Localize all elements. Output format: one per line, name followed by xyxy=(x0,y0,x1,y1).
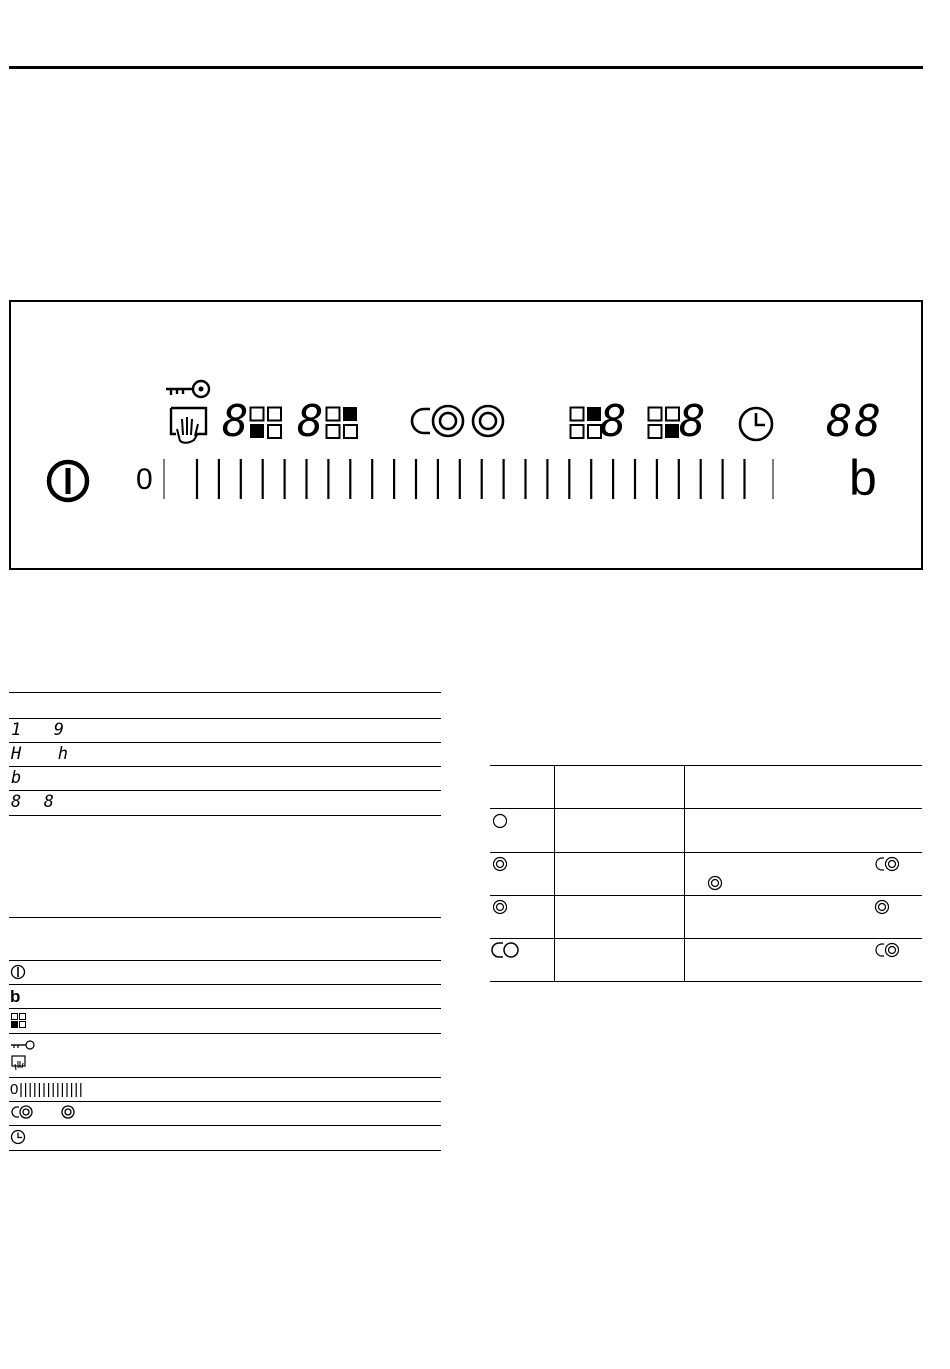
display-glyph: 8 xyxy=(11,792,22,812)
display-table-top-rule xyxy=(9,692,441,693)
zone2-select-icon[interactable] xyxy=(325,406,359,440)
table-row xyxy=(11,720,64,740)
wipe-protect-icon[interactable] xyxy=(168,405,210,445)
slider-zero-label[interactable]: 0 xyxy=(136,463,152,496)
display-glyph: 1 xyxy=(11,720,22,740)
double-circle-icon xyxy=(707,875,723,891)
booster-symbol: b xyxy=(10,987,21,1006)
control-table-top-rule xyxy=(9,917,441,918)
wipe-protect-small-icon xyxy=(11,1055,27,1071)
table-row xyxy=(11,744,68,764)
zone3-level-digit: 8 xyxy=(600,396,627,447)
table-row xyxy=(11,792,54,812)
zone1-level-digit: 8 xyxy=(222,396,249,447)
extended-zone-icon xyxy=(875,856,901,872)
zone4-select-icon[interactable] xyxy=(647,406,681,440)
zone2-level-digit: 8 xyxy=(297,396,324,447)
column-divider xyxy=(554,765,555,981)
zone4-level-digit: 8 xyxy=(679,396,706,447)
top-rule xyxy=(9,66,923,69)
booster-button-label[interactable]: b xyxy=(849,450,877,506)
power-level-slider[interactable] xyxy=(155,455,785,503)
timer-display: 88 xyxy=(826,396,883,447)
double-circle-icon xyxy=(874,899,890,915)
zone-extension-icon[interactable] xyxy=(408,401,510,441)
display-glyph: b xyxy=(11,768,22,788)
table-row xyxy=(11,768,21,788)
display-glyph: 9 xyxy=(53,720,64,740)
single-circle-icon xyxy=(492,813,508,829)
display-glyph: 8 xyxy=(43,792,54,812)
extended-zone-icon xyxy=(875,942,901,958)
zone1-select-icon[interactable] xyxy=(249,406,283,440)
timer-small-icon xyxy=(10,1129,26,1145)
display-glyph: H xyxy=(11,744,22,764)
power-icon xyxy=(10,964,26,980)
key-icon[interactable] xyxy=(163,378,213,402)
key-lock-icon xyxy=(10,1039,36,1051)
slider-zero-small: 0 xyxy=(10,1081,19,1098)
column-divider xyxy=(684,765,685,981)
timer-icon[interactable] xyxy=(737,405,775,443)
zone-extension-icons xyxy=(10,1104,80,1120)
display-glyph: h xyxy=(57,744,68,764)
zone3-select-icon[interactable] xyxy=(569,406,603,440)
zone-select-icon xyxy=(11,1013,26,1028)
extended-oval-icon xyxy=(491,941,523,959)
power-button-icon[interactable] xyxy=(45,458,91,504)
double-circle-icon xyxy=(492,899,508,915)
double-circle-icon xyxy=(492,856,508,872)
